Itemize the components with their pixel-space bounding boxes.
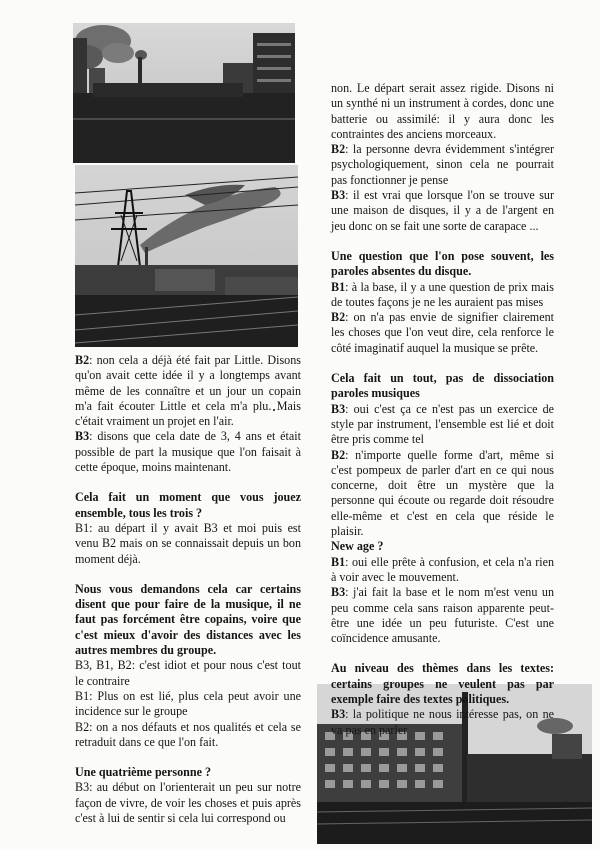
paragraph [331, 280, 554, 311]
answer-text: : non cela a déjà été fait par Little. Disons qu'on avait cette idée il y a longtemps avant même de les connaître et un jour un copain m'a fait écouter Little et cela m'a plu. Mais c'était vraiment un projet en l'air. [75, 353, 301, 429]
answer-text: B2: on a nos défauts et nos qualités et cela se retraduit dans ce que l'on fait. [75, 719, 301, 749]
right-column [331, 81, 554, 738]
answer-text: : il est vrai que lorsque l'on se trouve sur une maison de disques, il y a de l'argent en jeu donc on se fait une sorte de carapace ... [331, 188, 554, 233]
paragraph [75, 353, 301, 429]
speaker-label: B2 [331, 447, 346, 462]
answer-text: : oui elle prête à confusion, et cela n'a rien à voir avec le mouvement. [331, 554, 554, 584]
photo-power-pylon [75, 165, 298, 347]
speaker-label: B3 [331, 707, 346, 722]
speaker-label: B2 [75, 353, 90, 367]
paragraph [331, 448, 554, 540]
question-heading: Une quatrième personne ? [75, 765, 212, 780]
speaker-label: B3 [331, 401, 346, 416]
paragraph [331, 142, 554, 188]
answer-text: : n'importe quelle forme d'art, même si c'est pompeux de parler d'art en ce qui nous concerne, doit être un mystère que la personne qui écoute ou regarde doit résoudre elle-même et c'est en cela que réside le plaisir. [331, 447, 554, 539]
question-heading: New age ? [331, 539, 384, 554]
paragraph [331, 188, 554, 234]
paragraph [331, 585, 554, 646]
answer-text: B1: Plus on est lié, plus cela peut avoir une incidence sur le groupe [75, 688, 301, 719]
answer-text: : à la base, il y a une question de prix mais de toutes façons je ne les auraient pas mises [331, 279, 554, 309]
speaker-label: B1 [331, 554, 346, 569]
answer-text: : disons que cela date de 3, 4 ans et était possible de part la musique que l'on faisait à cette époque, moins maintenant. [75, 429, 301, 475]
paragraph [331, 402, 554, 448]
paragraph [331, 310, 554, 356]
photo-industrial-chimney [73, 23, 295, 163]
answer-text: B1: au départ il y avait B3 et moi puis est venu B2 mais on se connaissait depuis un bon moment déjà. [75, 520, 301, 566]
answer-text: non. Le départ serait assez rigide. Disons ni un synthé ni un instrument à cordes, donc une batterie ou assimilé: il y aura donc les contraintes des anciens morceaux. [331, 81, 554, 141]
paragraph [75, 429, 301, 475]
answer-text: : la personne devra évidemment s'intégrer psychologiquement, sinon cela ne pourrait pas fonctionner je pense [331, 142, 554, 187]
speaker-label: B3 [331, 585, 346, 600]
left-column [75, 353, 301, 826]
answer-text: : la politique ne nous intéresse pas, on ne va pas en parler [331, 707, 554, 737]
answer-text: B3: au début on l'orienterait un peu sur notre façon de vivre, de voir les choses et puis après c'est à lui de sentir si cela lui correspond ou [75, 780, 301, 826]
paragraph [331, 707, 554, 738]
answer-text: : oui c'est ça ce n'est pas un exercice de style par instrument, l'ensemble est lié et doit être pris comme tel [331, 401, 554, 447]
speaker-label: B2 [331, 142, 346, 157]
speaker-label: B3 [331, 188, 346, 203]
question-heading: Une question que l'on pose souvent, les paroles absentes du disque. [331, 248, 554, 279]
question-heading: Au niveau des thèmes dans les textes: certains groupes ne veulent pas par exemple faire des textes politiques. [331, 661, 554, 706]
question-heading: Nous vous demandons cela car certains disent que pour faire de la musique, il ne faut pas forcément être copains, voire que c'est mieux d'avoir des distances avec les autres membres du groupe. [75, 581, 301, 658]
answer-text: : j'ai fait la base et le nom m'est venu un peu comme cela sans raison apparente peut-être une idée un peu futuriste. C'est une coïncidence amusante. [331, 585, 554, 646]
answer-text: B3, B1, B2: c'est idiot et pour nous c'est tout le contraire [75, 658, 301, 688]
question-heading: Cela fait un tout, pas de dissociation paroles musiques [331, 371, 554, 401]
question-heading: Cela fait un moment que vous jouez ensemble, tous les trois ? [75, 490, 301, 520]
answer-text: : on n'a pas envie de signifier clairement les choses que l'on veut dire, cela renforce le côté imaginatif auquel la musique se prête. [331, 310, 554, 355]
speaker-label: B1 [331, 279, 346, 294]
speaker-label: B2 [331, 310, 346, 325]
speaker-label: B3 [75, 429, 90, 444]
paragraph [331, 555, 554, 586]
